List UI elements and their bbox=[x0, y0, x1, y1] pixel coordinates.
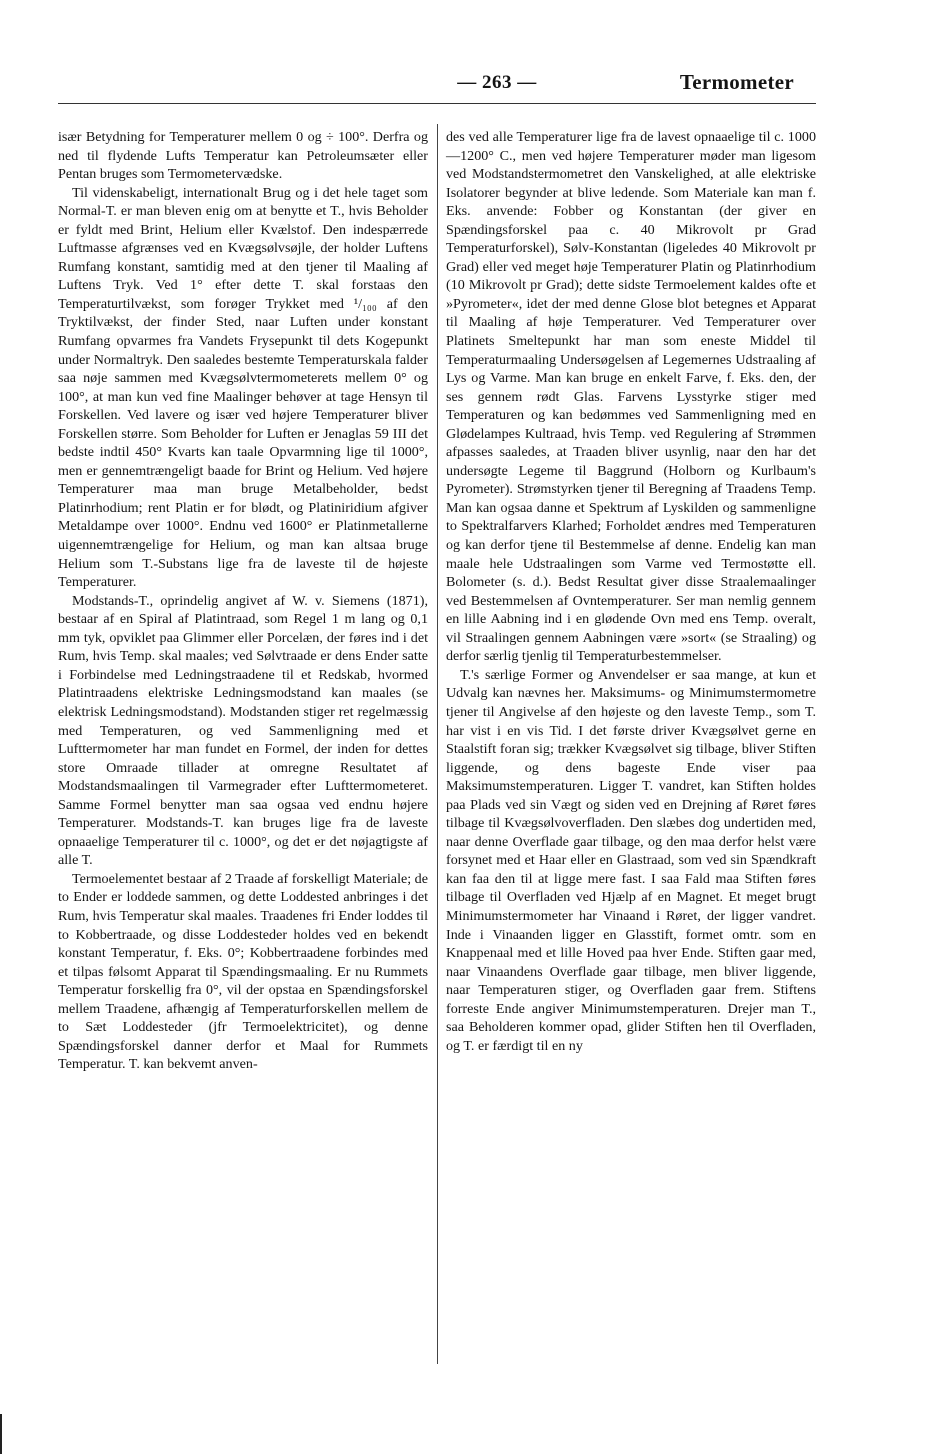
scan-edge-mark bbox=[0, 1414, 2, 1454]
paragraph: Modstands-T., oprindelig angivet af W. v. Siemens (1871), bestaar af en Spiral af Platintraad, som Regel 1 m lang og 0,1 mm tyk, opviklet paa Glimmer eller Porcelæn, der føres ind i det Rum, hvis Temp. skal maales; ved Sølvtraade er dens Ender satte i Forbindelse med Ledningstraadene til et Redskab, hvormed Platintraadens elektriske Ledningsmodstand kan maales (se elektrisk Ledningsmodstand). Modstanden stiger ret regelmæssig med Temperaturen, og ved Sammenligning med et Lufttermometer har man fundet en Formel, der inden for dettes store Omraade tillader at omregne Resultatet af Modstandsmaalingen til Varmegrader efter Lufttermometeret. Samme Formel benytter man saa ogsaa ved endnu højere Temperaturer. Modstands-T. kan bruges lige fra de laveste opnaaelige Temperaturer til c. 1000°, og det er det nøjagtigste af alle T. bbox=[58, 592, 428, 869]
paragraph: Til videnskabeligt, internationalt Brug og i det hele taget som Normal-T. er man bleven enig om at benytte et T., hvis Beholder er fyldt med Brint, Helium eller Kvælstof. Den indespærrede Luftmasse afgrænses ved en Kvægsølvsøjle, der holder Luftens Rumfang konstant, samtidig med at den tjener til Maaling af Luftens Tryk. Ved 1° efter dette T. skal forstaas den Temperaturtilvækst, som forøger Trykket med ¹/₁₀₀ af den Tryktilvækst, der finder Sted, naar Luften under konstant Rumfang opvarmes fra Vandets Frysepunkt til dets Kogepunkt under Normaltryk. Den saaledes bestemte Temperaturskala falder saa nøje sammen med Kvægsølvtermometerets mellem 0° og 100°, at man kun ved fine Maalinger behøver at tage Hensyn til Forskellen. Ved lavere og især ved højere Temperaturer bliver Forskellen større. Som Beholder for Luften er Jenaglas 59 III det bedste indtil 450° Kvarts kan taale Opvarmning lige til 1000°, men er gennemtrængeligt baade for Brint og Helium. Ved højere Temperaturer maa man bruge Metalbeholder, bedst Platinrhodium; rent Platin er for blødt, og Platiniridium afgiver Metaldampe over 1000°. Endnu ved 1600° er Platinmetallerne uigennemtrængelige for Helium, og man kan altsaa bruge Helium som T.-Substans lige fra de laveste til de højeste Temperaturer. bbox=[58, 184, 428, 591]
paragraph: især Betydning for Temperaturer mellem 0 og ÷ 100°. Derfra og ned til flydende Lufts Temperatur kan Petroleumsæter eller Pentan bruges som Termometervædske. bbox=[58, 129, 428, 183]
column-divider bbox=[437, 124, 438, 1364]
paragraph: T.'s særlige Former og Anvendelser er saa mange, at kun et Udvalg kan nævnes her. Maksimums- og Minimumstermometre tjener til Angivelse af den højeste og den laveste Temp., som T. har vist i en vis Tid. I det første driver Kvægsølvet gerne en Staalstift foran sig; trækker Kvægsølvet sig tilbage, bliver Stiften liggende, og dens bageste Ende viser paa Maksimumstemperaturen. Ligger T. vandret, kan Stiften holdes paa Plads ved sin Vægt og siden ved en Drejning af Røret føres tilbage til Kvægsølvoverfladen. Den slæbes dog undertiden med, naar denne Overflade gaar tilbage, og den maa derfor helst være forsynet med et Haar eller en Glastraad, som ved sin Spændkraft kan faa den til at ligge mere fast. I saa Fald maa Stiften føres tilbage til Overfladen ved Hjælp af en Magnet. Et meget brugt Minimumstermometer har Vinaand i Røret, der ligger vandret. Inde i Vinaanden ligger en Glasstift, formet omtr. som en Knappenaal med et lille Hoved paa hver Ende. Stiften gaar med, naar Vinaandens Overflade gaar tilbage, men bliver liggende, naar Temperaturen stiger, og Overfladen gaar frem. Stiftens forreste Ende angiver Minimumstemperaturen. Drejer man T., saa Beholderen kommer opad, glider Stiften hen til Overfladen, og T. er færdigt til en ny bbox=[446, 666, 816, 1054]
page-number: — 263 — bbox=[457, 72, 537, 93]
running-head: Termometer bbox=[679, 70, 794, 94]
right-column bbox=[446, 128, 816, 1055]
page-header bbox=[58, 70, 816, 100]
paragraph: des ved alle Temperaturer lige fra de lavest opnaaelige til c. 1000—1200° C., men ved højere Temperaturer møder man ligesom ved Modstandstermometret den Vanskelighed, at alle elektriske Isolatorer begynder at blive ledende. Som Materiale kan man f. Eks. anvende: Fobber og Konstantan (der giver en Spændingsforskel paa c. 40 Mikrovolt pr Grad Temperaturforskel), Sølv-Konstantan (ligeledes 40 Mikrovolt pr Grad) eller ved meget høje Temperaturer Platin og Platinrhodium (10 Mikrovolt pr Grad); dette sidste Termoelement kaldes ofte et »Pyrometer«, idet der med denne Glose blot betegnes et Apparat til Maaling af høje Temperaturer. Ved Temperaturer over Platinets Smeltepunkt har man som eneste Middel til Temperaturmaaling Undersøgelsen af Legemernes Udstraaling af Lys og Varme. Man kan bruge en enkelt Farve, f. Eks. den, der ses gennem rødt Glas. Farvens Lysstyrke stiger med Temperaturen og kan bedømmes ved Sammenligning med en Glødelampes Kultraad, hvis Temp. ved Regulering af Strømmen afpasses saaledes, at Traaden bliver usynlig, naar den har det undersøgte Legeme til Baggrund (Holborn og Kurlbaum's Pyrometer). Strømstyrken tjener til Beregning af Traadens Temp. Man kan ogsaa danne et Spektrum af Lyskilden og sammenligne to Spektralfarvers Klarhed; Forholdet ændres med Temperaturen og kan derfor tjene til Bestemmelse af denne. Endelig kan man maale hele Udstraalingen som Varme ved Termostøtte ell. Bolometer (s. d.). Bedst Resultat giver disse Straalemaalinger ved Bestemmelsen af Ovntemperaturer. Ser man nemlig gennem en lille Aabning ind i en glødende Ovn med ens Temp. overalt, vil Straalingen gennem Aabningen være »sort« (se Straaling) og derfor særlig tjenlig til Temperaturbestemmelser. bbox=[446, 129, 816, 665]
left-column bbox=[58, 128, 428, 1074]
header-rule bbox=[58, 103, 816, 104]
paragraph: Termoelementet bestaar af 2 Traade af forskelligt Materiale; de to Ender er loddede sammen, og dette Loddested anbringes i det Rum, hvis Temperatur skal maales. Traadenes fri Ender loddes til to Kobbertraade, og disse Loddesteder holdes ved en bekendt konstant Temperatur, f. Eks. 0°; Kobbertraadene forbindes med et tilpas følsomt Apparat til Spændingsmaaling. Er nu Rummets Temperatur forskellig fra 0°, vil der opstaa en Spændingsforskel mellem Traadene, afhængig af Temperaturforskellen mellem de to Sæt Loddesteder (jfr Termoelektricitet), og denne Spændingsforskel danner derfor et Maal for Rummets Temperatur. T. kan bekvemt anven- bbox=[58, 870, 428, 1073]
